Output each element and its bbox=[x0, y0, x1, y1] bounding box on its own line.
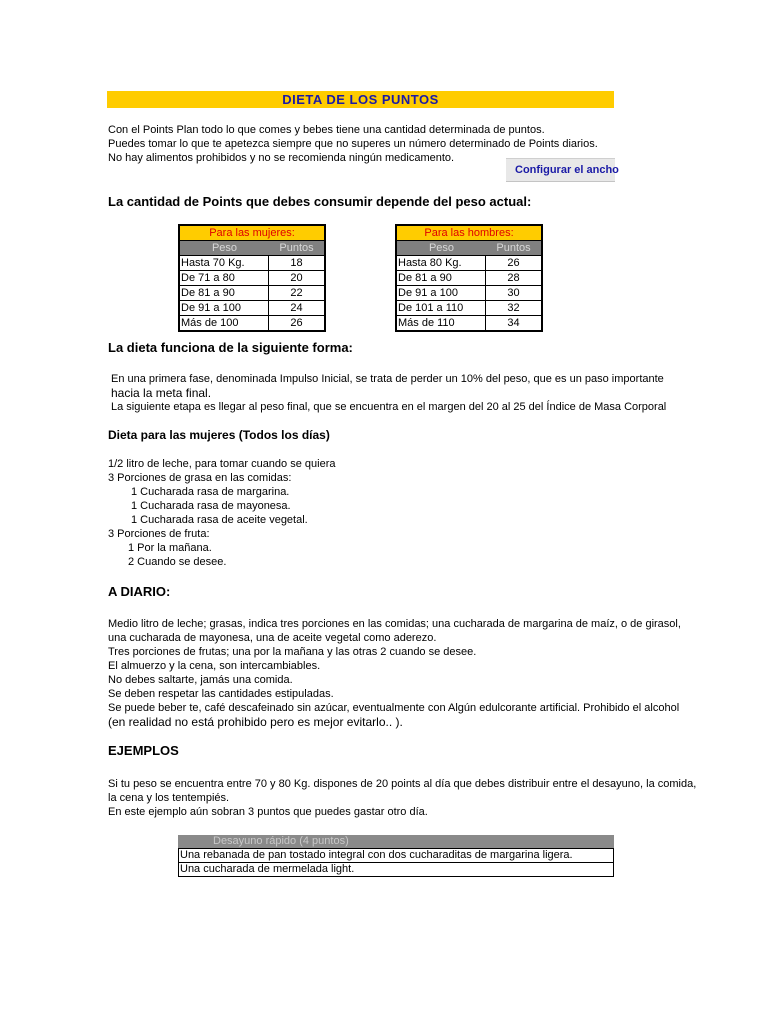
table-row bbox=[180, 316, 324, 330]
women-col-peso: Peso bbox=[211, 242, 238, 254]
peso-cell: De 81 a 90 bbox=[397, 271, 486, 285]
breakfast-caption: Desayuno rápido (4 puntos) bbox=[178, 835, 614, 848]
page-title: DIETA DE LOS PUNTOS bbox=[282, 92, 439, 107]
table-row bbox=[180, 256, 324, 271]
table-row bbox=[397, 271, 541, 286]
funciona-line-2: hacia la meta final. bbox=[111, 386, 212, 400]
section-mujeres-heading: Dieta para las mujeres (Todos los días) bbox=[108, 428, 330, 442]
breakfast-table bbox=[178, 835, 614, 877]
women-points-table bbox=[178, 224, 326, 332]
list-item: 1 Cucharada rasa de mayonesa. bbox=[131, 500, 291, 512]
men-points-table bbox=[395, 224, 543, 332]
configure-width-button[interactable]: Configurar el ancho bbox=[506, 158, 615, 182]
puntos-cell: 20 bbox=[290, 272, 303, 284]
peso-cell: De 91 a 100 bbox=[397, 286, 486, 300]
ejemplos-line: Si tu peso se encuentra entre 70 y 80 Kg. dispones de 20 points al día que debes distribuir entre el desayuno, la comida, bbox=[108, 778, 697, 790]
intro-line-2: Puedes tomar lo que te apetezca siempre que no superes un número determinado de Points diarios. bbox=[108, 138, 598, 150]
puntos-cell: 34 bbox=[507, 317, 520, 329]
table-row bbox=[180, 271, 324, 286]
table-row bbox=[397, 256, 541, 271]
puntos-cell: 32 bbox=[507, 302, 520, 314]
puntos-cell: 30 bbox=[507, 287, 520, 299]
women-col-puntos: Puntos bbox=[279, 242, 314, 254]
puntos-cell: 28 bbox=[507, 272, 520, 284]
list-item: 3 Porciones de fruta: bbox=[108, 528, 210, 540]
men-table-caption: Para las hombres: bbox=[397, 226, 541, 241]
diario-line: Medio litro de leche; grasas, indica tres porciones en las comidas; una cucharada de margarina de maíz, o de girasol, bbox=[108, 618, 681, 630]
title-bar bbox=[107, 91, 614, 108]
list-item: 1 Cucharada rasa de margarina. bbox=[131, 486, 290, 498]
diario-line: una cucharada de mayonesa, una de aceite vegetal como aderezo. bbox=[108, 632, 437, 644]
table-row: Una cucharada de mermelada light. bbox=[178, 863, 614, 877]
table-row bbox=[180, 301, 324, 316]
section-points-heading: La cantidad de Points que debes consumir depende del peso actual: bbox=[108, 194, 532, 209]
diario-line: El almuerzo y la cena, son intercambiables. bbox=[108, 660, 321, 672]
women-table-header bbox=[180, 241, 324, 256]
peso-cell: Hasta 70 Kg. bbox=[180, 256, 269, 270]
list-item: 1/2 litro de leche, para tomar cuando se quiera bbox=[108, 458, 336, 470]
list-item: 2 Cuando se desee. bbox=[128, 556, 227, 568]
table-row bbox=[397, 316, 541, 330]
peso-cell: De 91 a 100 bbox=[180, 301, 269, 315]
table-row bbox=[180, 286, 324, 301]
puntos-cell: 24 bbox=[290, 302, 303, 314]
ejemplos-line: la cena y los tentempiés. bbox=[108, 792, 230, 804]
peso-cell: De 81 a 90 bbox=[180, 286, 269, 300]
funciona-line-1: En una primera fase, denominada Impulso Inicial, se trata de perder un 10% del peso, que es un paso importante bbox=[111, 373, 664, 385]
diario-line: Se deben respetar las cantidades estipuladas. bbox=[108, 688, 334, 700]
section-ejemplos-heading: EJEMPLOS bbox=[108, 743, 179, 758]
men-col-puntos: Puntos bbox=[496, 242, 531, 254]
women-table-caption: Para las mujeres: bbox=[180, 226, 324, 241]
peso-cell: Hasta 80 Kg. bbox=[397, 256, 486, 270]
peso-cell: Más de 100 bbox=[180, 316, 269, 330]
funciona-line-3: La siguiente etapa es llegar al peso final, que se encuentra en el margen del 20 al 25 del Índice de Masa Corporal bbox=[111, 401, 667, 413]
men-table-header bbox=[397, 241, 541, 256]
section-funciona-heading: La dieta funciona de la siguiente forma: bbox=[108, 340, 353, 355]
puntos-cell: 18 bbox=[290, 257, 303, 269]
list-item: 1 Por la mañana. bbox=[128, 542, 212, 554]
intro-line-1: Con el Points Plan todo lo que comes y bebes tiene una cantidad determinada de puntos. bbox=[108, 124, 545, 136]
ejemplos-line: En este ejemplo aún sobran 3 puntos que puedes gastar otro día. bbox=[108, 806, 428, 818]
intro-line-3: No hay alimentos prohibidos y no se recomienda ningún medicamento. bbox=[108, 152, 455, 164]
table-row bbox=[397, 286, 541, 301]
diario-line: Se puede beber te, café descafeinado sin azúcar, eventualmente con Algún edulcorante artificial. Prohibido el alcohol bbox=[108, 702, 680, 714]
peso-cell: De 101 a 110 bbox=[397, 301, 486, 315]
diario-line: (en realidad no está prohibido pero es mejor evitarlo.. ). bbox=[108, 715, 403, 729]
list-item: 3 Porciones de grasa en las comidas: bbox=[108, 472, 292, 484]
puntos-cell: 22 bbox=[290, 287, 303, 299]
table-row bbox=[397, 301, 541, 316]
diario-line: Tres porciones de frutas; una por la mañana y las otras 2 cuando se desee. bbox=[108, 646, 477, 658]
men-col-peso: Peso bbox=[428, 242, 455, 254]
section-diario-heading: A DIARIO: bbox=[108, 584, 171, 599]
puntos-cell: 26 bbox=[290, 317, 303, 329]
puntos-cell: 26 bbox=[507, 257, 520, 269]
diario-line: No debes saltarte, jamás una comida. bbox=[108, 674, 293, 686]
list-item: 1 Cucharada rasa de aceite vegetal. bbox=[131, 514, 308, 526]
peso-cell: Más de 110 bbox=[397, 316, 486, 330]
table-row: Una rebanada de pan tostado integral con dos cucharaditas de margarina ligera. bbox=[178, 848, 614, 863]
peso-cell: De 71 a 80 bbox=[180, 271, 269, 285]
